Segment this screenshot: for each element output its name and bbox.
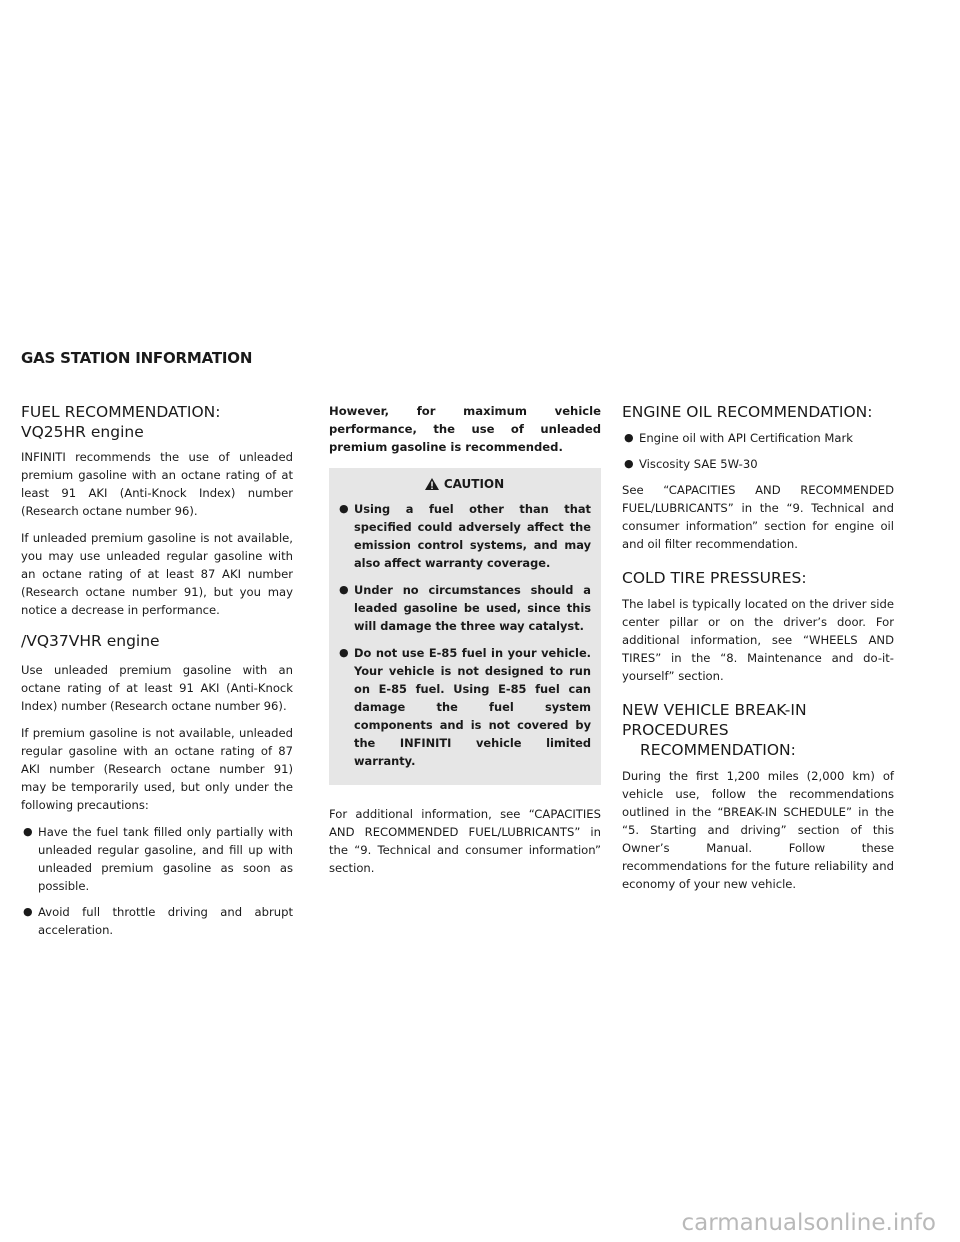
- fuel-paragraph-1: INFINITI recommends the use of unleaded premium gasoline with an octane rating of at least 91 AKI (Anti-Knock Index) number (Research octane number 96).: [21, 450, 293, 518]
- bullet-icon: ●: [624, 431, 634, 444]
- bullet-icon: ●: [624, 457, 634, 470]
- tire-pressure-text: The label is typically located on the driver side center pillar or on the driver’s door. For additional information, see “WHEELS AND TIRES” in the “8. Maintenance and do-it-yourself” section.: [622, 597, 894, 683]
- fuel-heading-line2: VQ25HR engine: [21, 423, 144, 441]
- list-item: ● Using a fuel other than that specified could adversely affect the emission control systems, and may also affect warranty coverage.: [339, 502, 591, 570]
- fuel-paragraph-3: Use unleaded premium gasoline with an octane rating of at least 91 AKI (Anti-Knock Index) number (Research octane number 96).: [21, 663, 293, 713]
- fuel-paragraph-2: If unleaded premium gasoline is not available, you may use unleaded regular gasoline with an octane rating of at least 87 AKI number (Research octane number 91), but you may notice a decrease in performance.: [21, 531, 293, 617]
- column-middle: [329, 402, 601, 886]
- bullet-icon: ●: [339, 583, 349, 596]
- list-item: ● Avoid full throttle driving and abrupt acceleration.: [23, 905, 293, 937]
- caution-followup-text: For additional information, see “CAPACITIES AND RECOMMENDED FUEL/LUBRICANTS” in the “9. Technical and consumer information” section.: [329, 807, 601, 875]
- fuel-precautions-list: [21, 823, 293, 939]
- caution-box: [329, 468, 601, 785]
- break-in-heading: NEW VEHICLE BREAK-IN PROCEDURES RECOMMENDATION:: [622, 701, 807, 759]
- tire-pressure-heading: COLD TIRE PRESSURES:: [622, 569, 807, 587]
- column-left: [21, 402, 293, 947]
- caution-title: CAUTION: [337, 477, 591, 491]
- fuel-paragraph-4: If premium gasoline is not available, unleaded regular gasoline with an octane rating of 87 AKI number (Research octane number 91) may be temporarily used, but only under the following precautions:: [21, 726, 293, 812]
- bullet-icon: ●: [23, 905, 33, 918]
- list-item: ● Do not use E-85 fuel in your vehicle. Your vehicle is not designed to run on E-85 fuel. Using E-85 fuel can damage the fuel system components and is not covered by the INFINITI vehicle limited warranty.: [339, 646, 591, 768]
- list-item: ● Viscosity SAE 5W-30: [624, 457, 758, 471]
- watermark: carmanualsonline.info: [681, 1210, 936, 1236]
- engine-oil-list: [622, 429, 894, 473]
- fuel-paragraph-5: However, for maximum vehicle performance, the use of unleaded premium gasoline is recommended.: [329, 404, 601, 454]
- fuel-recommendation-heading: [21, 402, 293, 442]
- bullet-icon: ●: [339, 502, 349, 515]
- warning-triangle-icon: [424, 477, 440, 491]
- list-item: ● Under no circumstances should a leaded gasoline be used, since this will damage the three way catalyst.: [339, 583, 591, 633]
- page-section-title: GAS STATION INFORMATION: [21, 349, 253, 367]
- fuel-heading-line1: FUEL RECOMMENDATION:: [21, 403, 221, 421]
- list-item: ● Engine oil with API Certification Mark: [624, 431, 853, 445]
- caution-list: [337, 500, 591, 770]
- bullet-icon: ●: [339, 646, 349, 659]
- column-right: [622, 402, 894, 902]
- vq37-heading: /VQ37VHR engine: [21, 632, 160, 650]
- list-item: ● Have the fuel tank filled only partially with unleaded regular gasoline, and fill up with unleaded premium gasoline as soon as possible.: [23, 825, 293, 893]
- bullet-icon: ●: [23, 825, 33, 838]
- engine-oil-heading: ENGINE OIL RECOMMENDATION:: [622, 403, 873, 421]
- break-in-text: During the first 1,200 miles (2,000 km) of vehicle use, follow the recommendations outlined in the “BREAK-IN SCHEDULE” in the “5. Starting and driving” section of this Owner’s Manual. Follow these recommendations for the future reliability and economy of your new vehicle.: [622, 769, 894, 891]
- engine-oil-text: See “CAPACITIES AND RECOMMENDED FUEL/LUBRICANTS” in the “9. Technical and consumer information” section for engine oil and oil filter recommendation.: [622, 483, 894, 551]
